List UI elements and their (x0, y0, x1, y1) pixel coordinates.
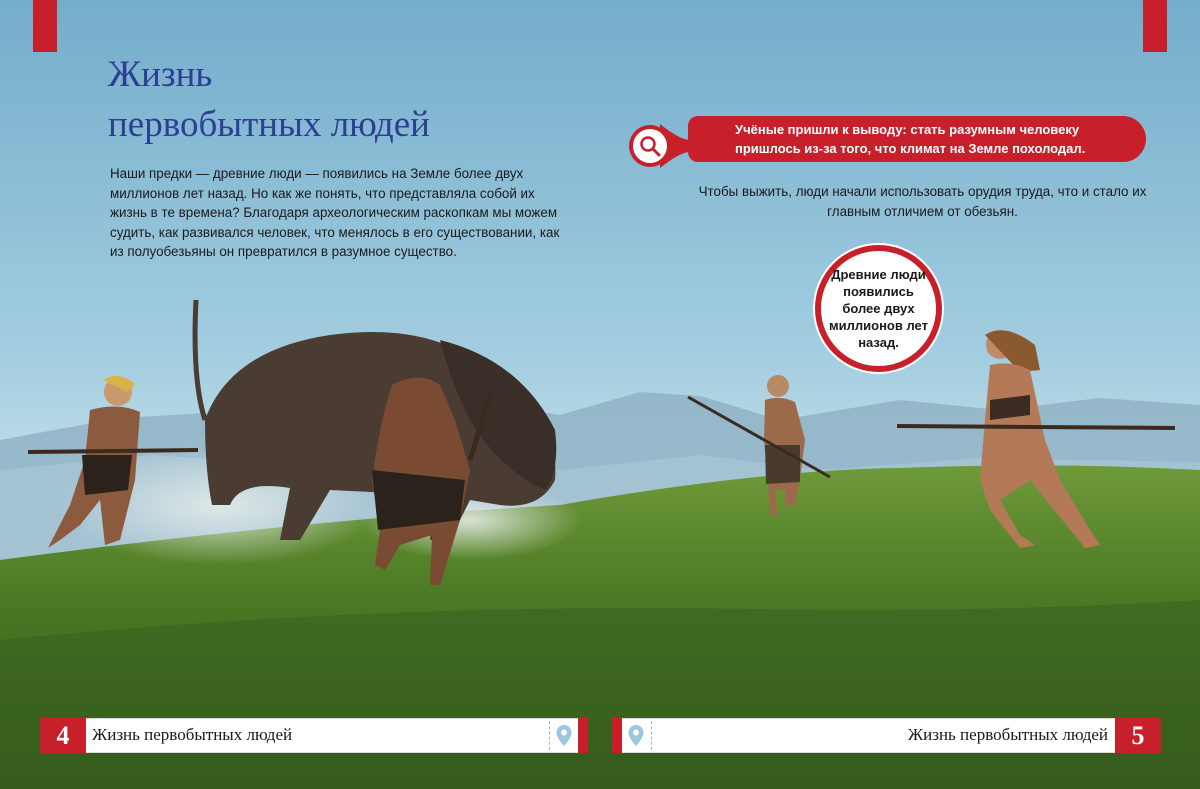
running-title-right: Жизнь первобытных людей (907, 725, 1108, 744)
intro-paragraph: Наши предки — древние люди — появились на Земле более двух миллионов лет назад. Но как же понять, что представляла собой их жизнь в те времена? Благодаря археологическим раскопкам мы можем судить, как развивался человек, что менялось в его существовании, как из полуобезьяны он превратился в разумное существо. (110, 166, 560, 259)
footer-edge-left (578, 718, 588, 753)
magnifier-icon (638, 134, 662, 158)
location-pin-icon (555, 724, 573, 748)
bookmark-ribbon-right (1143, 0, 1167, 52)
fact-circle-text: Древние люди появились более двух миллионов лет назад. (829, 267, 928, 350)
tools-paragraph: Чтобы выжить, люди начали использовать орудия труда, что и стало их главным отличием от обезьян. (698, 184, 1147, 219)
location-pin-icon (627, 724, 645, 748)
page-number-left: 4 (40, 718, 86, 753)
fact-callout-text: Учёные пришли к выводу: стать разумным человеку пришлось из-за того, что климат на Земле похолодал. (735, 122, 1086, 156)
footer-divider-right (651, 721, 652, 750)
fact-circle-badge (815, 245, 942, 372)
page-number-right: 5 (1115, 718, 1161, 753)
footer-divider-left (549, 721, 550, 750)
page-title (108, 50, 568, 150)
running-title-left: Жизнь первобытных людей (92, 725, 293, 744)
page-title-line-2: первобытных людей (108, 104, 430, 145)
page-title-line-1: Жизнь (108, 54, 213, 95)
bookmark-ribbon-left (33, 0, 57, 52)
footer-edge-right (612, 718, 622, 753)
